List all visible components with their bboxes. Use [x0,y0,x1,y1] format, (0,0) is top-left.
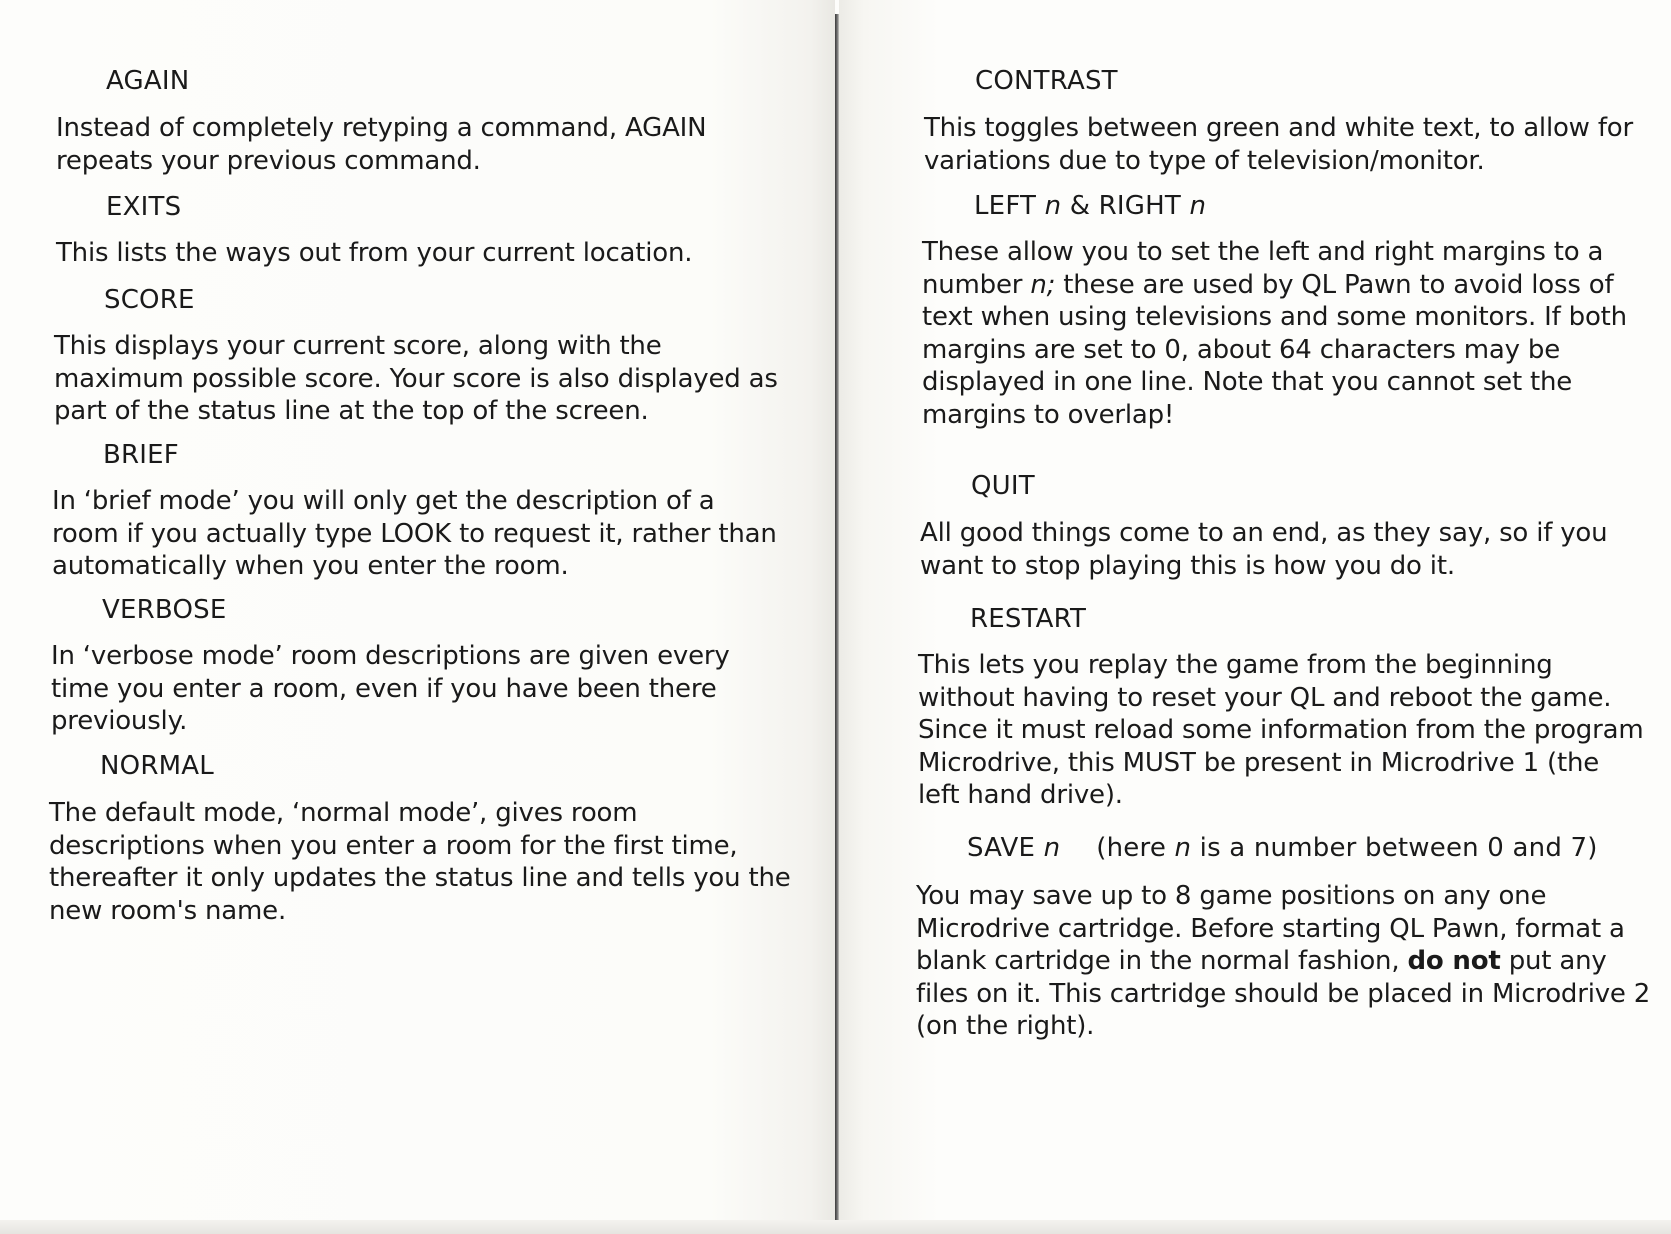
heading-left-text: LEFT [974,191,1037,221]
heading-right-text: & RIGHT [1069,191,1181,221]
text-line: without having to reset your QL and reboot the game. [918,682,1612,713]
text-line [922,269,1627,302]
heading-save-text: SAVE [967,833,1036,863]
heading-n-var: n [1189,191,1207,221]
text-line: part of the status line at the top of the screen. [54,396,649,426]
text-line: variations due to type of television/monitor. [924,145,1485,176]
heading-note-text: (here [1096,833,1167,863]
text-line: want to stop playing this is how you do it. [920,550,1455,581]
heading-n-var: n [1044,191,1062,221]
paragraph-margins [922,236,1627,431]
text-line: This lets you replay the game from the beginning [918,650,1553,680]
paragraph-quit [920,517,1607,582]
heading-verbose: VERBOSE [102,595,227,625]
text-fragment: blank cartridge in the normal fashion, [916,946,1400,976]
text-line: This toggles between green and white text, to allow for [924,113,1633,143]
text-line: This displays your current score, along with the [54,331,662,361]
text-line [916,945,1650,978]
text-line: thereafter it only updates the status line and tells you the [49,863,791,893]
text-line: automatically when you enter the room. [52,551,569,581]
paragraph-exits [56,237,692,270]
text-line: (on the right). [916,1011,1095,1041]
paragraph-verbose [51,640,730,738]
bold-emphasis: do not [1407,946,1501,976]
heading-normal: NORMAL [100,751,214,781]
page-gutter [835,14,839,1234]
right-page [839,0,1671,1234]
bottom-edge [0,1220,1671,1234]
text-line: text when using televisions and some monitors. If both [922,302,1627,332]
text-line: time you enter a room, even if you have been there [51,673,717,704]
paragraph-again [56,112,706,177]
text-line: This lists the ways out from your current location. [56,238,693,268]
heading-left-right [974,190,1206,222]
text-line: previously. [51,706,188,736]
heading-save [967,832,1598,864]
paragraph-save [916,880,1650,1043]
heading-n-var: n [1043,833,1061,863]
heading-restart: RESTART [970,604,1087,634]
text-line: margins to overlap! [922,399,1175,430]
text-line: Microdrive cartridge. Before starting QL Pawn, format a [916,913,1625,944]
text-line: descriptions when you enter a room for the first time, [49,830,738,861]
text-line: The default mode, ‘normal mode’, gives room [49,798,638,828]
heading-note-text: is a number between 0 and 7) [1199,833,1598,863]
text-line: Instead of completely retyping a command, AGAIN [56,113,707,143]
text-fragment: put any [1508,946,1607,976]
heading-quit: QUIT [971,471,1035,501]
paragraph-brief [52,485,777,583]
heading-contrast: CONTRAST [975,66,1118,96]
text-line: displayed in one line. Note that you cannot set the [922,367,1573,397]
text-line: files on it. This cartridge should be placed in Microdrive 2 [916,978,1651,1009]
text-line: In ‘brief mode’ you will only get the description of a [52,486,715,516]
heading-exits: EXITS [106,192,182,222]
text-line: These allow you to set the left and right margins to a [922,237,1604,267]
text-line: repeats your previous command. [56,145,481,176]
text-line: Since it must reload some information from the program [918,715,1644,745]
paragraph-contrast [924,112,1633,177]
heading-again: AGAIN [106,66,190,96]
n-variable: n; [1030,269,1056,300]
text-line: Microdrive, this MUST be present in Microdrive 1 (the [918,747,1600,778]
text-fragment: these are used by QL Pawn to avoid loss of [1063,269,1614,300]
paragraph-normal [49,797,791,927]
text-line: margins are set to 0, about 64 characters may be [922,334,1561,365]
text-fragment: number [922,269,1023,300]
text-line: room if you actually type LOOK to request it, rather than [52,518,777,549]
heading-brief: BRIEF [103,440,179,470]
text-line: new room's name. [49,895,287,926]
heading-note-n-var: n [1174,833,1192,863]
text-line: You may save up to 8 game positions on any one [916,881,1547,911]
paragraph-restart [918,649,1643,812]
paragraph-score [54,330,778,428]
text-line: All good things come to an end, as they say, so if you [920,518,1608,548]
text-line: In ‘verbose mode’ room descriptions are given every [51,641,730,671]
heading-score: SCORE [104,285,195,315]
text-line: maximum possible score. Your score is also displayed as [54,363,778,394]
text-line: left hand drive). [918,780,1123,810]
